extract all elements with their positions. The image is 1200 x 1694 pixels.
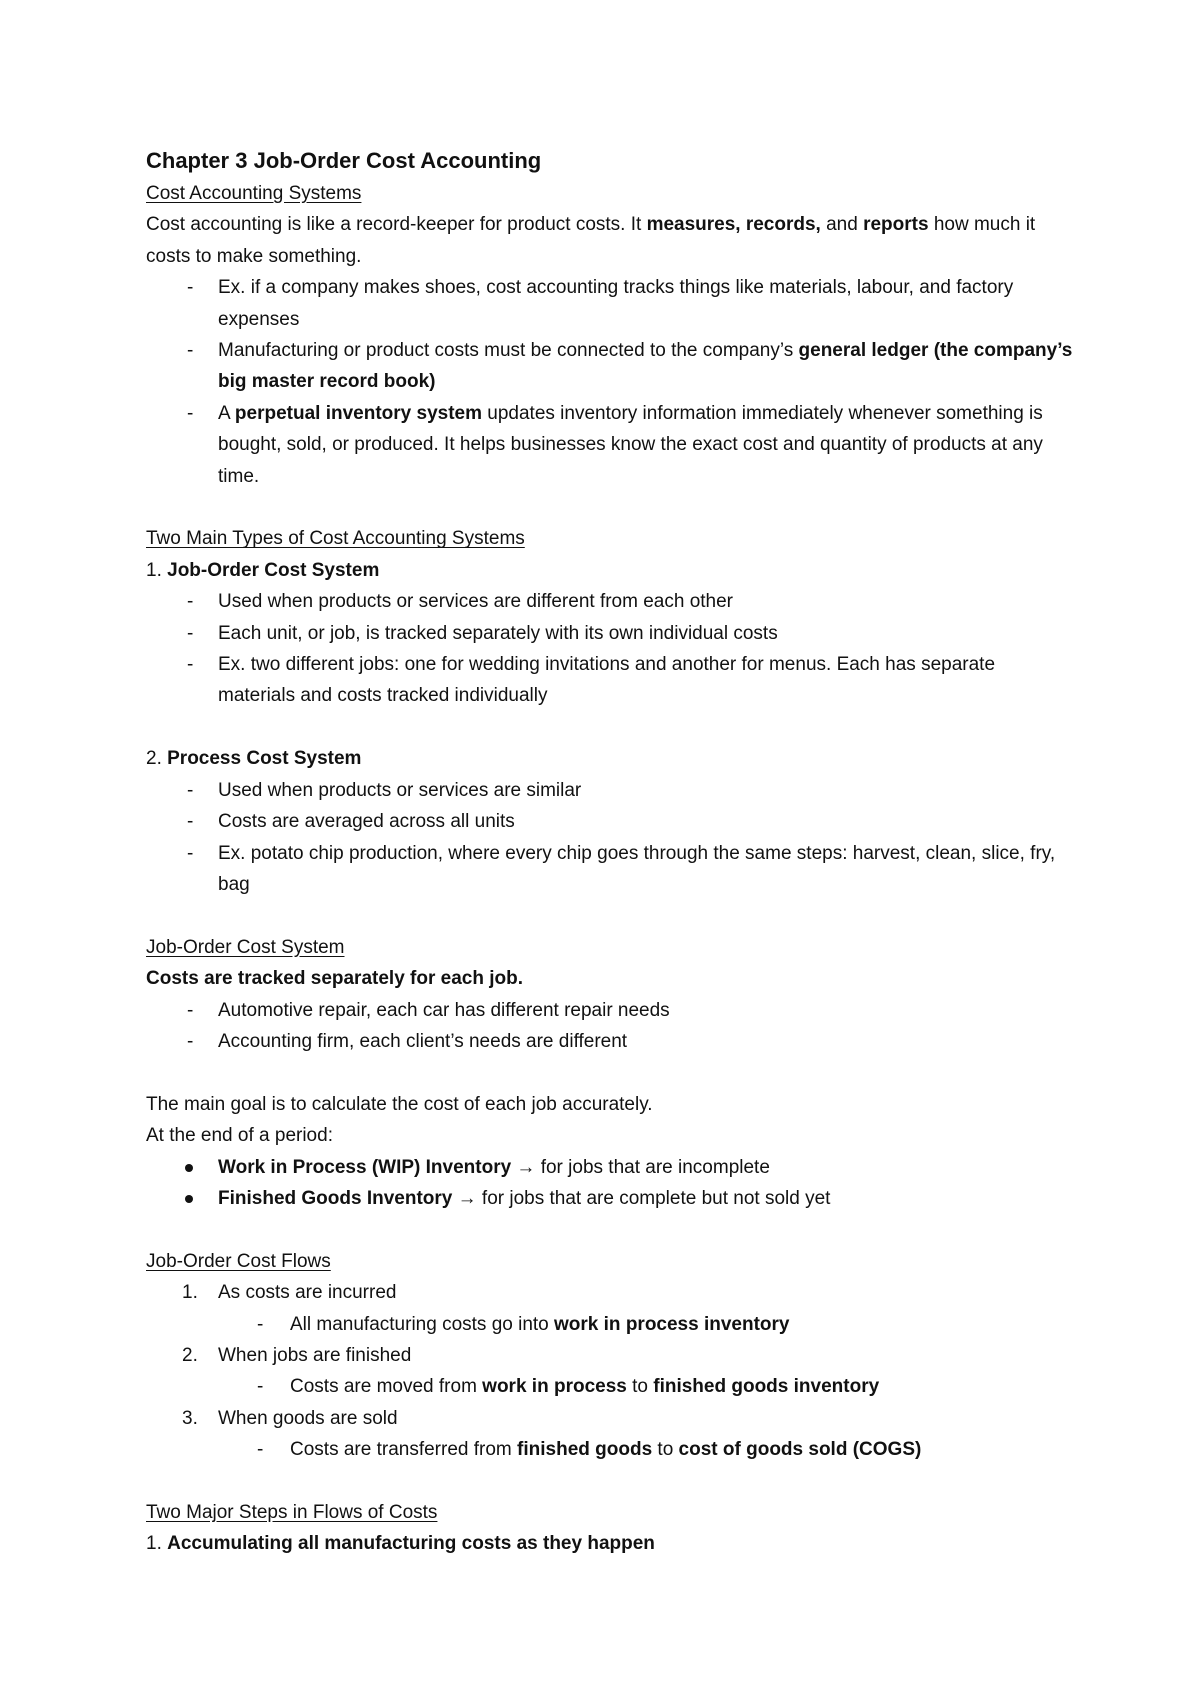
step-accumulating-costs: 1. Accumulating all manufacturing costs as they happen xyxy=(146,1533,655,1555)
sub-list xyxy=(218,1371,1076,1402)
list-item: - Costs are transferred from finished goods to cost of goods sold (COGS) xyxy=(257,1439,922,1461)
list-item: - Accounting firm, each client’s needs are different xyxy=(187,1030,628,1052)
subheading-job-order-cost-system: 1. Job-Order Cost System xyxy=(146,559,380,581)
process-cost-points xyxy=(146,775,1076,901)
list-item: - Ex. two different jobs: one for wedding invitations and another for menus. Each has separate materials and costs tracked individually xyxy=(187,654,996,707)
list-item: - Costs are moved from work in process to finished goods inventory xyxy=(257,1376,880,1398)
list-item: - All manufacturing costs go into work in process inventory xyxy=(257,1313,790,1335)
list-item: - Ex. if a company makes shoes, cost accounting tracks things like materials, labour, and factory expenses xyxy=(187,277,1014,330)
cost-flow-steps xyxy=(146,1277,1076,1465)
paragraph-end-of-period: At the end of a period: xyxy=(146,1125,333,1147)
list-item: - Each unit, or job, is tracked separately with its own individual costs xyxy=(187,622,778,644)
section-heading-job-order-cost-flows: Job-Order Cost Flows xyxy=(146,1250,331,1272)
list-item: - Costs are averaged across all units xyxy=(187,811,515,833)
section-heading-two-main-types: Two Main Types of Cost Accounting Systems xyxy=(146,528,525,550)
job-order-examples xyxy=(146,995,1076,1058)
document-page xyxy=(146,144,1076,1560)
list-item: Finished Goods Inventory → for jobs that are complete but not sold yet xyxy=(146,1183,1076,1214)
list-item: 1. As costs are incurred - All manufacturing costs go into work in process inventory xyxy=(146,1277,1076,1340)
lead-sentence: Costs are tracked separately for each job. xyxy=(146,968,523,990)
cost-accounting-points xyxy=(146,272,1076,492)
subheading-process-cost-system: 2. Process Cost System xyxy=(146,748,362,770)
bullet-icon xyxy=(185,1195,193,1203)
paragraph-cost-accounting-intro: Cost accounting is like a record-keeper for product costs. It measures, records, and reports how much it costs to make something. xyxy=(146,214,1036,267)
list-item: Work in Process (WIP) Inventory → for jobs that are incomplete xyxy=(146,1152,1076,1183)
list-item: 3. When goods are sold - Costs are transferred from finished goods to cost of goods sold (COGS) xyxy=(146,1403,1076,1466)
inventory-bullets xyxy=(146,1152,1076,1215)
sub-list xyxy=(218,1309,1076,1340)
page-title: Chapter 3 Job-Order Cost Accounting xyxy=(146,148,542,173)
list-item: - Ex. potato chip production, where every chip goes through the same steps: harvest, clean, slice, fry, bag xyxy=(187,842,1056,895)
list-item: - Manufacturing or product costs must be connected to the company’s general ledger (the company’s big master record book) xyxy=(187,340,1073,393)
bullet-icon xyxy=(185,1164,193,1172)
list-item: - A perpetual inventory system updates inventory information immediately whenever something is bought, sold, or produced. It helps businesses know the exact cost and quantity of products at any time. xyxy=(187,402,1043,487)
list-item: - Automotive repair, each car has different repair needs xyxy=(187,999,670,1021)
list-item: - Used when products or services are different from each other xyxy=(187,591,734,613)
section-heading-job-order-cost-system: Job-Order Cost System xyxy=(146,936,345,958)
section-heading-two-major-steps: Two Major Steps in Flows of Costs xyxy=(146,1501,438,1523)
paragraph-main-goal: The main goal is to calculate the cost of each job accurately. xyxy=(146,1093,653,1115)
section-heading-cost-accounting-systems: Cost Accounting Systems xyxy=(146,183,362,204)
list-item: - Used when products or services are similar xyxy=(187,779,582,801)
job-order-points xyxy=(146,586,1076,712)
sub-list xyxy=(218,1434,1076,1465)
list-item: 2. When jobs are finished - Costs are moved from work in process to finished goods inventory xyxy=(146,1340,1076,1403)
